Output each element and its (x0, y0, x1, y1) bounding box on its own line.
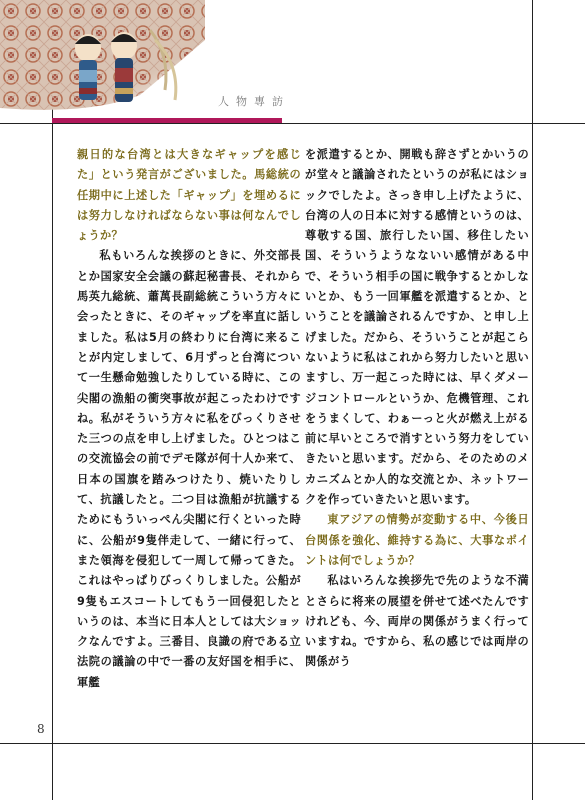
header-accent-rule (52, 118, 282, 123)
page-number: 8 (37, 722, 45, 736)
interview-question: 親日的な台湾とは大きなギャップを感じた」という発言がございました。馬総統の任期中に上述した「ギャップ」を埋めるには努力しなければならない事は何なんでしょうか？ (77, 148, 301, 243)
kokeshi-dolls-illustration (0, 0, 205, 112)
crop-line-right (532, 0, 533, 800)
interview-question: 東アジアの情勢が変動する中、今後日台関係を強化、維持する為に、大事なポイントは何でしょうか？ (305, 513, 529, 567)
interview-answer: 私はいろんな挨拶先で先のような不満とさらに将来の展望を併せて述べたんですけれども、今、両岸の関係がうまく行っていますね。ですから、私の感じでは両岸の関係がう (305, 574, 529, 669)
left-column (77, 145, 301, 693)
interview-answer: 私もいろんな挨拶のときに、外交部長とか国家安全会議の蘇起秘書長、それから馬英九総統、蕭萬長副総統こういう方々に会ったときに、そのギャップを率直に話しました。私は5月の終わりに台湾に来ることが内定しまして、6月ずっと台湾について一生懸命勉強したりしている時に、この尖閣の漁船の衝突事故が起こったわけですね。私がそういう方々に私をびっくりさせた三つの点を申し上げました。ひとつはこの交流協会の前でデモ隊が何十人か来て、日本の国旗を踏みつけたり、焼いたりして、抗議したと。二つ目は漁船が抗議するためにもういっぺん尖閣に行くといった時に、公船が9隻伴走して、一緒に行って、また領海を侵犯して一周して帰ってきた。これはやっぱりびっくりしました。公船が9隻もエスコートしてもう一回侵犯したというのは、本当に日本人としては大ショックなんですよ。三番目、良識の府である立法院の議論の中で一番の友好国を相手に、軍艦 (77, 249, 301, 689)
right-column (305, 145, 529, 673)
interview-answer-continued: を派遣するとか、開戦も辞さずとかいうのが堂々と議論されたというのが私にはショックでしたよ。さっき申し上げたように、台湾の人の日本に対する感情というのは、尊敬する国、旅行したい国、移住したい国、そういうようなないい感情がある中で、そういう相手の国に戦争するとかしないとか、もう一回軍艦を派遣するとか、ということを議論されるんですか、と申し上げました。だから、そういうことが起こらないように私はこれから努力したいと思いますし、万一起こった時には、早くダメージコントロールというか、危機管理、これをうまくして、わぁーっと火が燃え上がる前に早いところで消すという努力をしていきたいと思います。だから、そのためのメカニズムとか人的な交流とか、ネットワークを作っていきたいと思います。 (305, 148, 529, 507)
section-label: 人物專訪 (218, 95, 290, 108)
crop-line-top (0, 123, 585, 124)
crop-line-bottom (0, 743, 585, 744)
